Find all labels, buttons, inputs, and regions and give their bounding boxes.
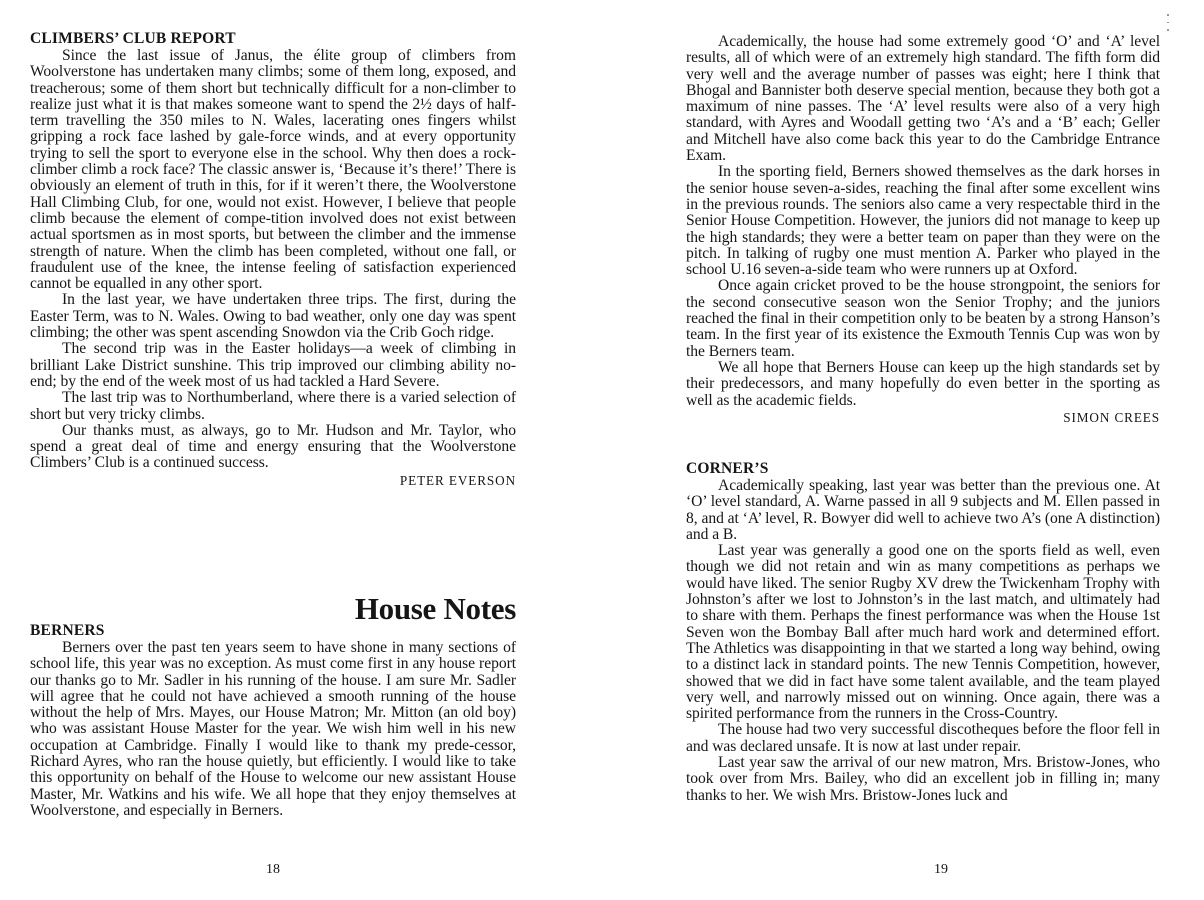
climbers-paragraph-1: Since the last issue of Janus, the élite group of climbers from Woolverstone has undertaken many climbs; some of them long, exposed, and treacherous; some of them short but technically difficult for a non-climber to realize just what it is that makes someone want to spend the 2½ days of half-term travelling the 350 miles to N. Wales, lacerating ones fingers whilst gripping a rock face lashed by gale-force winds, and at every opportunity trying to sell the sport to everyone else in the school. Why then does a rock-climber climb a rock face? The classic answer is, ‘Because it’s there!’ There is obviously an element of truth in this, for if it weren’t there, the Woolverstone Hall Climbing Club, for one, would not exist. However, I believe that people climb because the element of compe-tition involved does not exist between actual sportsmen as in most sports, but between the climber and the immense strength of nature. When the climb has been completed, without one fall, or fraudulent use of the knee, the intense feeling of satisfaction experienced cannot be equalled in any other sport.	[30, 47, 516, 293]
corners-heading: CORNER’S	[686, 460, 769, 477]
corners-paragraph-4: Last year saw the arrival of our new matron, Mrs. Bristow-Jones, who took over from Mrs. Bailey, who did an excellent job in filling in; many thanks to her. We wish Mrs. Bristow-Jones luck and	[686, 754, 1160, 804]
berners-continued	[686, 34, 1160, 427]
berners-report	[30, 622, 516, 819]
berners-sport-paragraph: In the sporting field, Berners showed themselves as the dark horses in the senior house seven-a-sides, reaching the final after some excellent wins in the previous rounds. The seniors also came a very respectable third in the Senior House Competition. However, the juniors did not manage to keep up the high standards; they were a better team on paper than they were on the pitch. In talking of rugby one must mention A. Parker who played in the school U.16 seven-a-side team who were runners up at Oxford.	[686, 163, 1160, 279]
corners-paragraph-3: The house had two very successful discotheques before the floor fell in and was declared unsafe. It is now at last under repair.	[686, 721, 1160, 755]
berners-heading: BERNERS	[30, 622, 105, 639]
right-page	[686, 0, 1160, 900]
berners-closing-paragraph: We all hope that Berners House can keep up the high standards set by their predecessors, and many hopefully do even better in the sporting as well as the academic fields.	[686, 358, 1160, 409]
berners-signature: SIMON CREES	[1063, 409, 1160, 425]
climbers-paragraph-4: The last trip was to Northumberland, where there is a varied selection of short but very tricky climbs.	[30, 389, 516, 423]
berners-academic-paragraph: Academically, the house had some extremely good ‘O’ and ‘A’ level results, all of which were of an extremely high standard. The fifth form did very well and the average number of passes was eight; here I think that Bhogal and Bannister both deserve special mention, because they both got a maximum of nine passes. The ‘A’ level results were also of a very high standard, with Ayres and Woodall getting two ‘A’s and a ‘B’ each; Geller and Mitchell have also come back this year to do the Cambridge Entrance Exam.	[686, 33, 1160, 165]
corners-paragraph-1: Academically speaking, last year was better than the previous one. At ‘O’ level standard, A. Warne passed in all 9 subjects and M. Ellen passed in 8, and at ‘A’ level, R. Bowyer did well to achieve two A’s (one A distinction) and a B.	[686, 477, 1160, 543]
corners-paragraph-2: Last year was generally a good one on the sports field as well, even though we did not retain and win as many competitions as perhaps we would have liked. The senior Rugby XV drew the Twickenham Trophy with Johnston’s after we lost to Johnston’s in the last match, and ultimately had to share with them. Perhaps the finest performance was when the House 1st Seven won the Bombay Ball after much hard work and determined effort. The Athletics was disappointing in that we started a long way behind, owing to a distinct lack in standard points. The new Tennis Competition, however, showed that we did in fact have some talent available, and the team played very well, and narrowly missed out on winning. Once again, there was a spirited performance from the runners in the Cross-Country.	[686, 542, 1160, 723]
climbers-paragraph-2: In the last year, we have undertaken three trips. The first, during the Easter Term, was to N. Wales. Owing to bad weather, only one day was spent climbing; the other was spent ascending Snowdon via the Crib Goch ridge.	[30, 291, 516, 342]
page-number-19: 19	[934, 862, 948, 877]
climbers-paragraph-3: The second trip was in the Easter holidays—a week of climbing in brilliant Lake District sunshine. This trip improved our climbing ability no-end; by the end of the week most of us had tackled a Hard Severe.	[30, 340, 516, 390]
climbers-club-heading: CLIMBERS’ CLUB REPORT	[30, 30, 236, 47]
house-notes-title: House Notes	[354, 591, 516, 626]
climbers-paragraph-5: Our thanks must, as always, go to Mr. Hudson and Mr. Taylor, who spend a great deal of time and energy ensuring that the Woolverstone Climbers’ Club is a continued success.	[30, 421, 516, 472]
berners-cricket-paragraph: Once again cricket proved to be the house strongpoint, the seniors for the second consecutive season won the Senior Trophy; and the juniors reached the final in their competition only to be beaten by a strong Hanson’s team. In the first year of its existence the Exmouth Tennis Cup was won by the Berners team.	[686, 277, 1160, 360]
climbers-signature: PETER EVERSON	[399, 472, 516, 488]
climbers-club-report	[30, 30, 516, 490]
scan-specks	[1167, 14, 1169, 40]
left-page	[30, 0, 516, 900]
page-number-18: 18	[266, 862, 280, 877]
corners-report	[686, 460, 1160, 804]
berners-paragraph-1: Berners over the past ten years seem to have shone in many sections of school life, this year was no exception. As must come first in any house report our thanks go to Mr. Sadler in his running of the house. I am sure Mr. Sadler will agree that he could not have achieved a smooth running of the house without the help of Mrs. Mayes, our House Matron; Mr. Mitton (an old boy) who was assistant House Master for the year. We wish him well in his new occupation at Cambridge. Finally I would like to thank my prede-cessor, Richard Ayres, who ran the house quietly, but efficiently. I would like to take this opportunity on behalf of the House to welcome our new assistant House Master, Mr. Watkins and his wife. We all hope that they enjoy themselves at Woolverstone, and especially in Berners.	[30, 639, 516, 819]
